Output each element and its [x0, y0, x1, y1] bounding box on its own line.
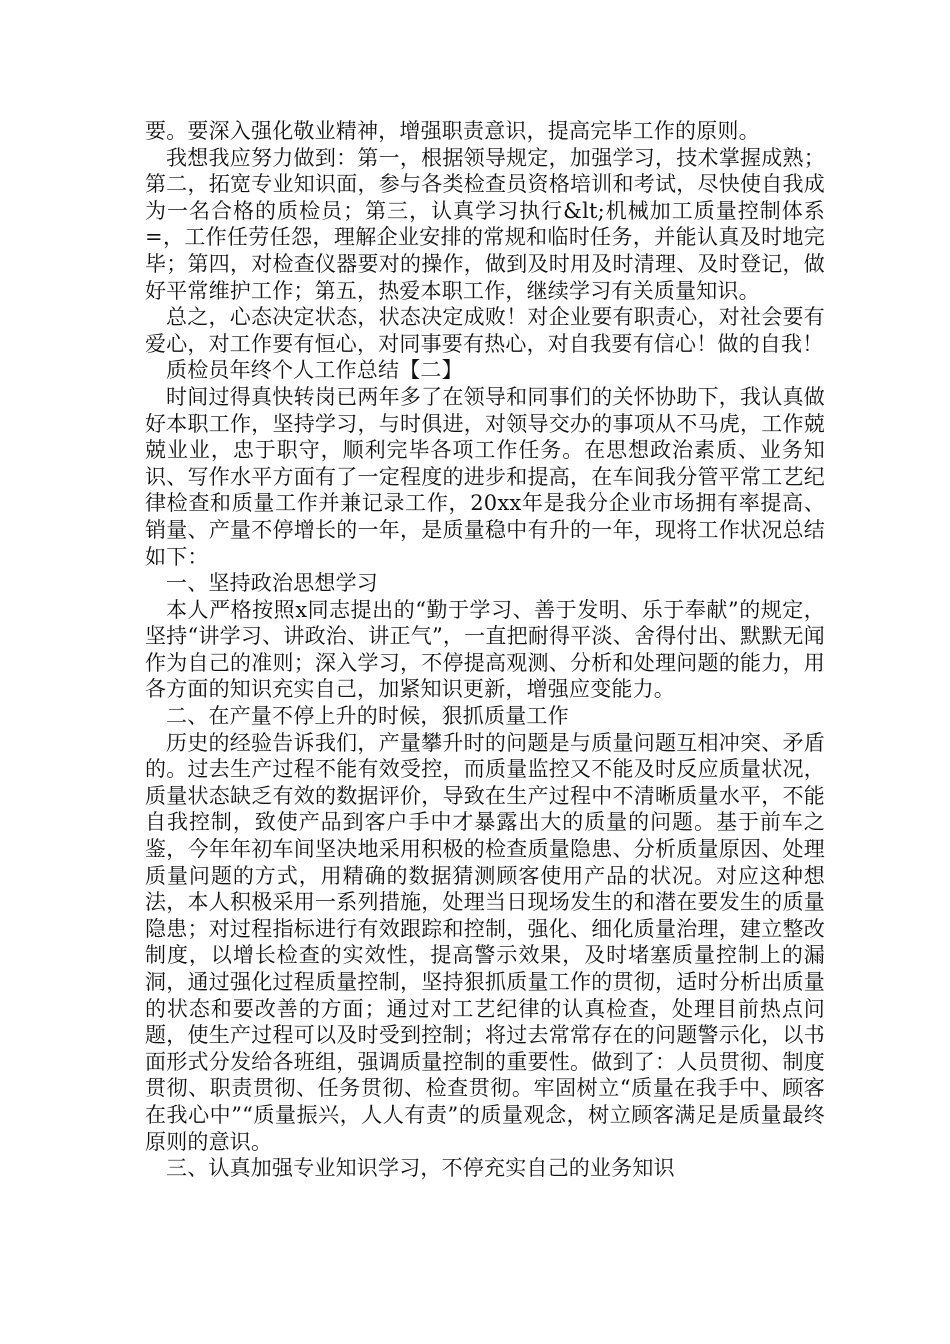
section-title-part-two: 质检员年终个人工作总结【二】 [166, 358, 463, 383]
paragraph-intro: 时间过得真快转岗已两年多了在领导和同事们的关怀协助下，我认真做好本职工作，坚持学习，与时俱进，对领导交办的事项从不马虎，工作兢兢业业，忠于职守，顺利完毕各项工作任务。在思想政治素质、业务知识、写作水平方面有了一定程度的进步和提高，在车间我分管平常工艺纪律检查和质量工作并兼记录工作，20xx年是我分企业市场拥有率提高、销量、产量不停增长的一年，是质量稳中有升的一年，现将工作状况总结如下： [145, 384, 825, 569]
paragraph-quality-work: 历史的经验告诉我们，产量攀升时的问题是与质量问题互相冲突、矛盾的。过去生产过程不能有效受控，而质量监控又不能及时反应质量状况，质量状态缺乏有效的数据评价，导致在生产过程中不清晰质量水平，不能自我控制，致使产品到客户手中才暴露出大的质量的问题。基于前车之鉴，今年年初车间坚决地采用积极的检查质量隐患、分析质量原因、处理质量问题的方式，用精确的数据猜测顾客使用产品的状况。对应这种想法，本人积极采用一系列措施，处理当日现场发生的和潜在要发生的质量隐患；对过程指标进行有效跟踪和控制，强化、细化质量治理，建立整改制度，以增长检查的实效性，提高警示效果，及时堵塞质量控制上的漏洞，通过强化过程质量控制，坚持狠抓质量工作的贯彻，适时分析出质量的状态和要改善的方面；通过对工艺纪律的认真检查，处理目前热点问题，使生产过程可以及时受到控制；将过去常常存在的问题警示化，以书面形式分发给各班组，强调质量控制的重要性。做到了：人员贯彻、制度贯彻、职责贯彻、任务贯彻、检查贯彻。牢固树立“质量在我手中、顾客在我心中”“质量振兴，人人有责”的质量观念，树立顾客满足是质量最终原则的意识。 [145, 730, 825, 1154]
paragraph-goals: 我想我应努力做到：第一，根据领导规定，加强学习，技术掌握成熟；第二，拓宽专业知识面，参与各类检查员资格培训和考试，尽快使自我成为一名合格的质检员；第三，认真学习执行&lt;机械加工质量控制体系=，工作任劳任怨，理解企业安排的常规和临时任务，并能认真及时地完毕；第四，对检查仪器要对的操作，做到及时用及时清理、及时登记，做好平常维护工作；第五，热爱本职工作，继续学习有关质量知识。 [145, 145, 825, 303]
heading-two: 二、在产量不停上升的时候，狠抓质量工作 [166, 704, 569, 729]
paragraph-conclusion: 总之，心态决定状态，状态决定成败！对企业要有职责心，对社会要有爱心，对工作要有恒心，对同事要有热心，对自我要有信心！做的自我！ [145, 305, 825, 356]
document-page [145, 118, 825, 1182]
heading-one: 一、坚持政治思想学习 [166, 571, 378, 596]
paragraph-political-study: 本人严格按照x同志提出的“勤于学习、善于发明、乐于奉献”的规定，坚持“讲学习、讲政治、讲正气”，一直把耐得平淡、舍得付出、默默无闻作为自己的准则；深入学习，不停提高观测、分析和处理问题的能力，用各方面的知识充实自己，加紧知识更新，增强应变能力。 [145, 597, 825, 702]
paragraph-continuation: 要。要深入强化敬业精神，增强职责意识，提高完毕工作的原则。 [145, 119, 760, 143]
heading-three: 三、认真加强专业知识学习，不停充实自己的业务知识 [166, 1156, 675, 1181]
